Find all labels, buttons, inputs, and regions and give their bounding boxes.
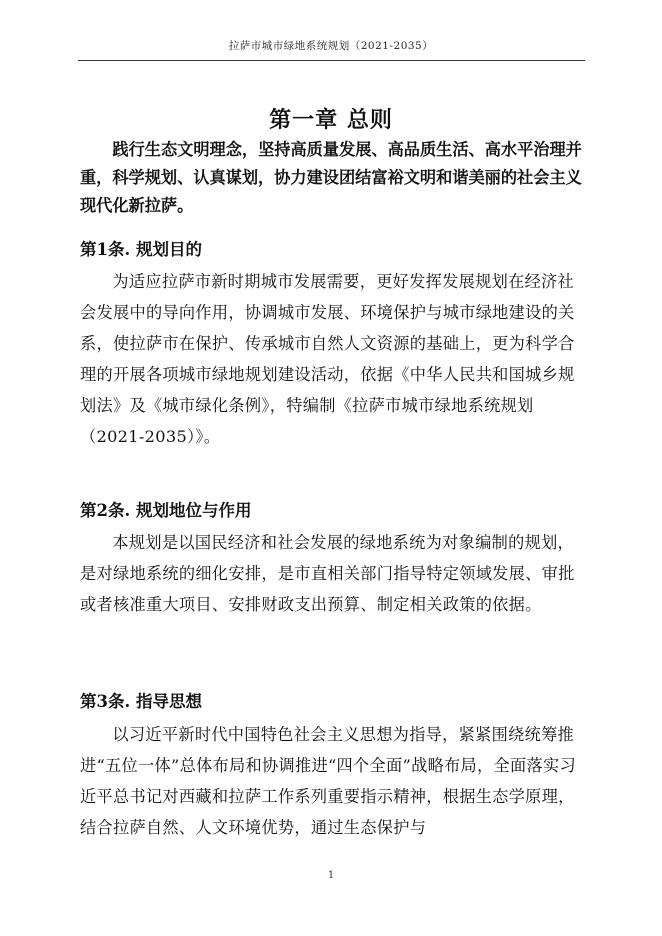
article-1-body: 为适应拉萨市新时期城市发展需要，更好发挥发展规划在经济社会发展中的导向作用，协调城市发展、环境保护与城市绿地建设的关系，使拉萨市在保护、传承城市自然人文资源的基础上，更为科学合理的开展各项城市绿地规划建设活动，依据《中华人民共和国城乡规划法》及《城市绿化条例》，特编制《拉萨市城市绿地系统规划（2021-2035）》。 xyxy=(80,272,575,446)
chapter-intro: 践行生态文明理念，坚持高质量发展、高品质生活、高水平治理并重，科学规划、认真谋划，协力建设团结富裕文明和谐美丽的社会主义现代化新拉萨。 xyxy=(80,140,582,215)
header-rule xyxy=(78,60,585,61)
article-3-body: 以习近平新时代中国特色社会主义思想为指导，紧紧围绕统筹推进“五位一体”总体布局和协调推进“四个全面”战略布局，全面落实习近平总书记对西藏和拉萨工作系列重要指示精神，根据生态学原理，结合拉萨自然、人文环境优势，通过生态保护与 xyxy=(80,725,576,837)
page-number: 1 xyxy=(327,870,335,881)
article-2-body: 本规划是以国民经济和社会发展的绿地系统为对象编制的规划，是对绿地系统的细化安排，是市直相关部门指导特定领域发展、审批或者核准重大项目、安排财政支出预算、制定相关政策的依据。 xyxy=(80,533,575,614)
article-3-heading: 第3条. 指导思想 xyxy=(80,692,202,711)
article-1-heading: 第1条. 规划目的 xyxy=(80,240,202,259)
article-2-heading: 第2条. 规划地位与作用 xyxy=(80,501,252,520)
chapter-title: 第一章 总则 xyxy=(269,107,393,133)
running-header: 拉萨市城市绿地系统规划（2021-2035） xyxy=(228,40,434,52)
